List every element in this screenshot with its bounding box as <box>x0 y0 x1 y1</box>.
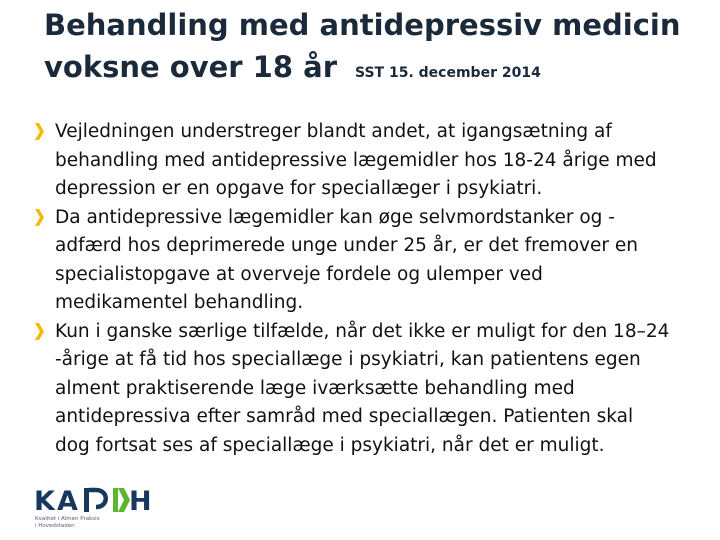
bullet-item <box>34 204 704 318</box>
bullet-line: medikamentel behandling. <box>55 292 304 313</box>
bullet-line: antidepressiva efter samråd med speciallægen. Patienten skal <box>55 406 634 427</box>
kaph-logo-mark <box>34 486 154 514</box>
logo-tagline <box>35 516 100 529</box>
title-line-2-text: voksne over 18 år <box>44 50 338 84</box>
bullet-line: alment praktiserende læge iværksætte behandling med <box>55 377 575 399</box>
logo-green-bar <box>113 488 118 512</box>
bullet-line: Kun i ganske særlige tilfælde, når det ikke er muligt for den 18–24 <box>55 320 670 342</box>
bullet-line: dog fortsat ses af speciallæge i psykiatri, når det er muligt. <box>55 434 605 456</box>
logo-letter-k: K <box>34 486 55 514</box>
logo-letter-h: H <box>129 486 152 514</box>
logo-letter-a: A <box>57 486 78 514</box>
bullet-line: -årige at få tid hos speciallæge i psykiatri, kan patientens egen <box>55 349 641 370</box>
bullet-line: Da antidepressive lægemidler kan øge selvmordstanker og - <box>55 206 615 228</box>
bullet-item <box>34 118 704 204</box>
logo-p-bowl <box>89 490 106 507</box>
bullet-line: Vejledningen understreger blandt andet, at igangsætning af <box>55 121 612 142</box>
bullet-item <box>34 318 704 461</box>
slide-title <box>44 4 704 94</box>
bullet-line: behandling med antidepressive lægemidler hos 18-24 årige med <box>55 149 657 171</box>
bullet-list <box>34 118 704 460</box>
bullet-line: specialistopgave at overveje fordele og ulemper ved <box>55 263 543 285</box>
kaph-logo <box>34 486 154 536</box>
title-line-1: Behandling med antidepressiv medicin <box>44 8 681 42</box>
title-line-2 <box>44 46 704 94</box>
chevron-right-icon <box>35 123 44 140</box>
chevron-right-icon <box>35 209 44 226</box>
bullet-line: depression er en opgave for speciallæger i psykiatri. <box>55 178 543 199</box>
logo-tagline-line: Kvalitet i Almen Praksis <box>35 516 100 522</box>
chevron-right-icon <box>35 323 44 340</box>
logo-tagline-line: i Hovedstaden <box>35 522 75 529</box>
slide-subtitle: SST 15. december 2014 <box>355 65 541 81</box>
bullet-line: adfærd hos deprimerede unge under 25 år, er det fremover en <box>55 235 638 256</box>
logo-p-stem <box>84 488 89 512</box>
